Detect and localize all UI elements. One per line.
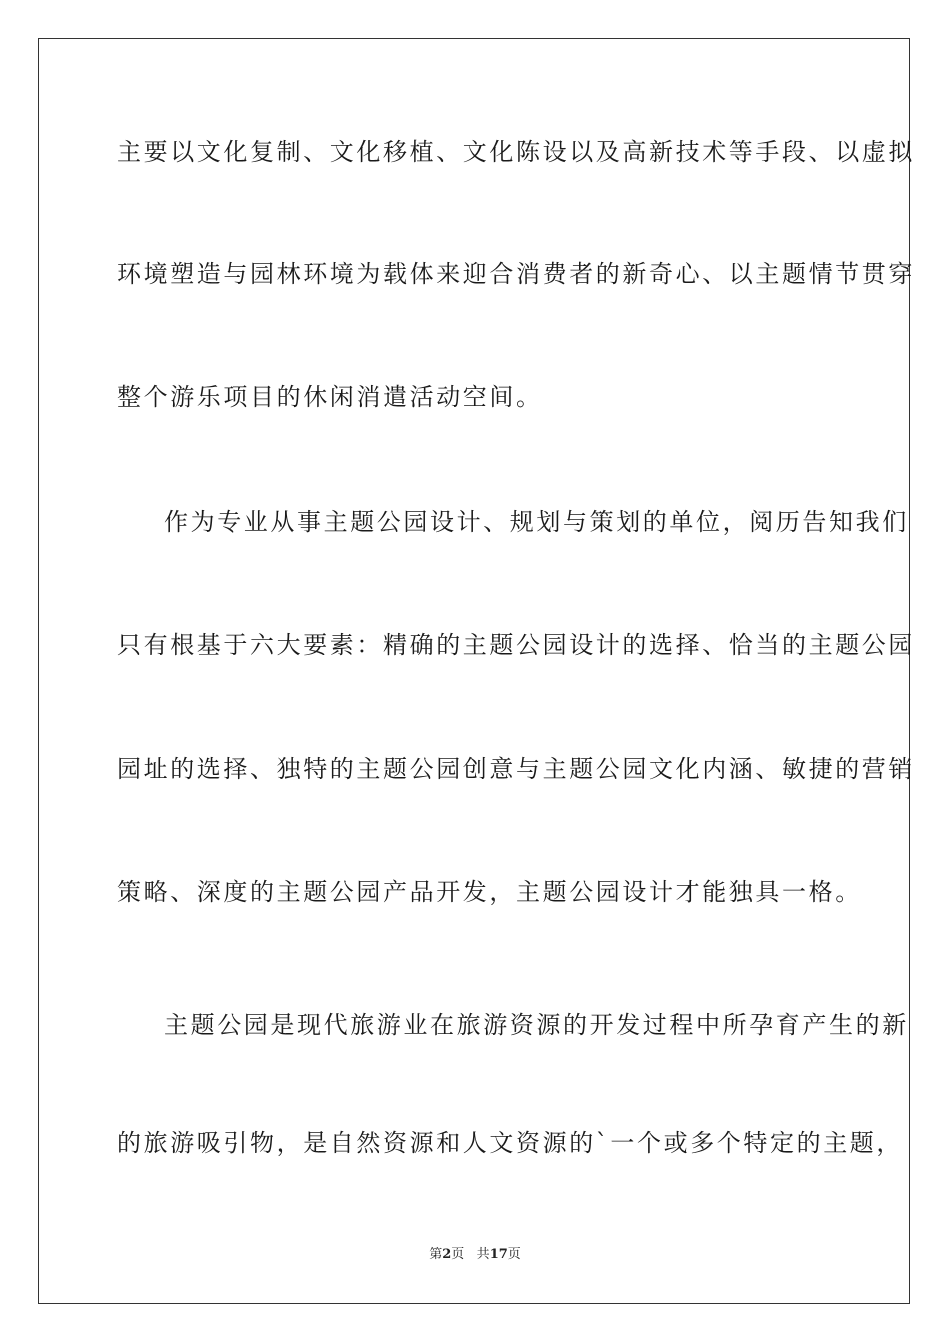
paragraph-line: 策略、深度的主题公园产品开发，主题公园设计才能独具一格。 <box>117 878 862 906</box>
page-number: 2 <box>442 1247 452 1262</box>
page-prefix: 第 <box>429 1247 443 1262</box>
paragraph-line: 的旅游吸引物，是自然资源和人文资源的`一个或多个特定的主题， <box>117 1129 903 1157</box>
total-pages: 17 <box>489 1247 508 1262</box>
paragraph-line: 环境塑造与园林环境为载体来迎合消费者的新奇心、以主题情节贯穿 <box>117 260 915 288</box>
page-footer <box>0 1246 950 1264</box>
paragraph-line: 园址的选择、独特的主题公园创意与主题公园文化内涵、敏捷的营销 <box>117 755 915 783</box>
paragraph-line: 作为专业从事主题公园设计、规划与策划的单位，阅历告知我们 <box>164 508 909 536</box>
paragraph-line: 整个游乐项目的休闲消遣活动空间。 <box>117 383 543 411</box>
paragraph-line: 主题公园是现代旅游业在旅游资源的开发过程中所孕育产生的新 <box>164 1011 909 1039</box>
page-suffix: 页 <box>451 1247 465 1262</box>
total-prefix: 共 <box>476 1247 490 1262</box>
page-border <box>38 38 910 1304</box>
paragraph-line: 主要以文化复制、文化移植、文化陈设以及高新技术等手段、以虚拟 <box>117 138 915 166</box>
paragraph-line: 只有根基于六大要素：精确的主题公园设计的选择、恰当的主题公园 <box>117 631 915 659</box>
total-suffix: 页 <box>507 1247 521 1262</box>
